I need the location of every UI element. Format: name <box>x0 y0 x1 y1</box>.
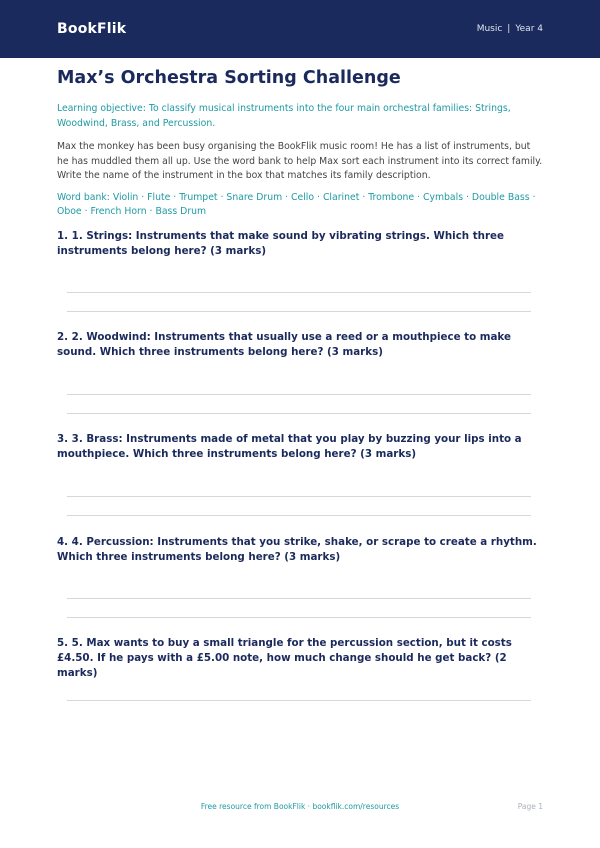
page-title: Max’s Orchestra Sorting Challenge <box>57 68 401 88</box>
answer-line[interactable] <box>67 617 531 618</box>
subject-label: Music <box>476 24 503 34</box>
question-text: 4. 4. Percussion: Instruments that you strike, shake, or scrape to create a rhythm. Which three instruments belong here? (3 marks) <box>57 536 537 563</box>
answer-line[interactable] <box>67 394 531 395</box>
question-text: 1. 1. Strings: Instruments that make sound by vibrating strings. Which three instruments belong here? (3 marks) <box>57 230 505 257</box>
answer-line[interactable] <box>67 413 531 414</box>
page-number: Page 1 <box>517 802 543 811</box>
learning-objective: Learning objective: To classify musical instruments into the four main orchestral families: Strings, Woodwind, Brass, and Percussion. <box>57 103 511 129</box>
word-bank: Word bank: Violin · Flute · Trumpet · Snare Drum · Cello · Clarinet · Trombone · Cymbals · Double Bass · Oboe · French Horn · Bass Drum <box>57 191 536 217</box>
question-text: 3. 3. Brass: Instruments made of metal that you play by buzzing your lips into a mouthpiece. Which three instruments belong here? (3 marks) <box>57 433 522 460</box>
answer-line[interactable] <box>67 598 531 599</box>
question-1 <box>57 229 543 324</box>
question-text: 5. 5. Max wants to buy a small triangle for the percussion section, but it costs £4.50. If he pays with a £5.00 note, how much change should he get back? (2 marks) <box>57 637 512 679</box>
question-4 <box>57 535 543 630</box>
question-2 <box>57 330 543 425</box>
meta-separator: | <box>507 24 511 34</box>
header-meta <box>477 24 543 34</box>
brand-logo[interactable]: BookFlik <box>57 21 127 37</box>
question-3 <box>57 432 543 527</box>
answer-line[interactable] <box>67 292 531 293</box>
header-bar <box>0 0 600 58</box>
intro-text: Max the monkey has been busy organising the BookFlik music room! He has a list of instruments, but he has muddled them all up. Use the word bank to help Max sort each instrument into its correct family. Write the name of the instrument in the box that matches its family description. <box>57 141 543 181</box>
year-label: Year 4 <box>515 24 543 34</box>
answer-line[interactable] <box>67 700 531 701</box>
question-text: 2. 2. Woodwind: Instruments that usually use a reed or a mouthpiece to make sound. Which three instruments belong here? (3 marks) <box>57 331 511 358</box>
footer-credit[interactable]: Free resource from BookFlik · bookflik.com/resources <box>200 802 400 811</box>
answer-line[interactable] <box>67 311 531 312</box>
question-5 <box>57 636 543 706</box>
answer-line[interactable] <box>67 515 531 516</box>
worksheet-intro <box>57 64 543 220</box>
answer-line[interactable] <box>67 496 531 497</box>
